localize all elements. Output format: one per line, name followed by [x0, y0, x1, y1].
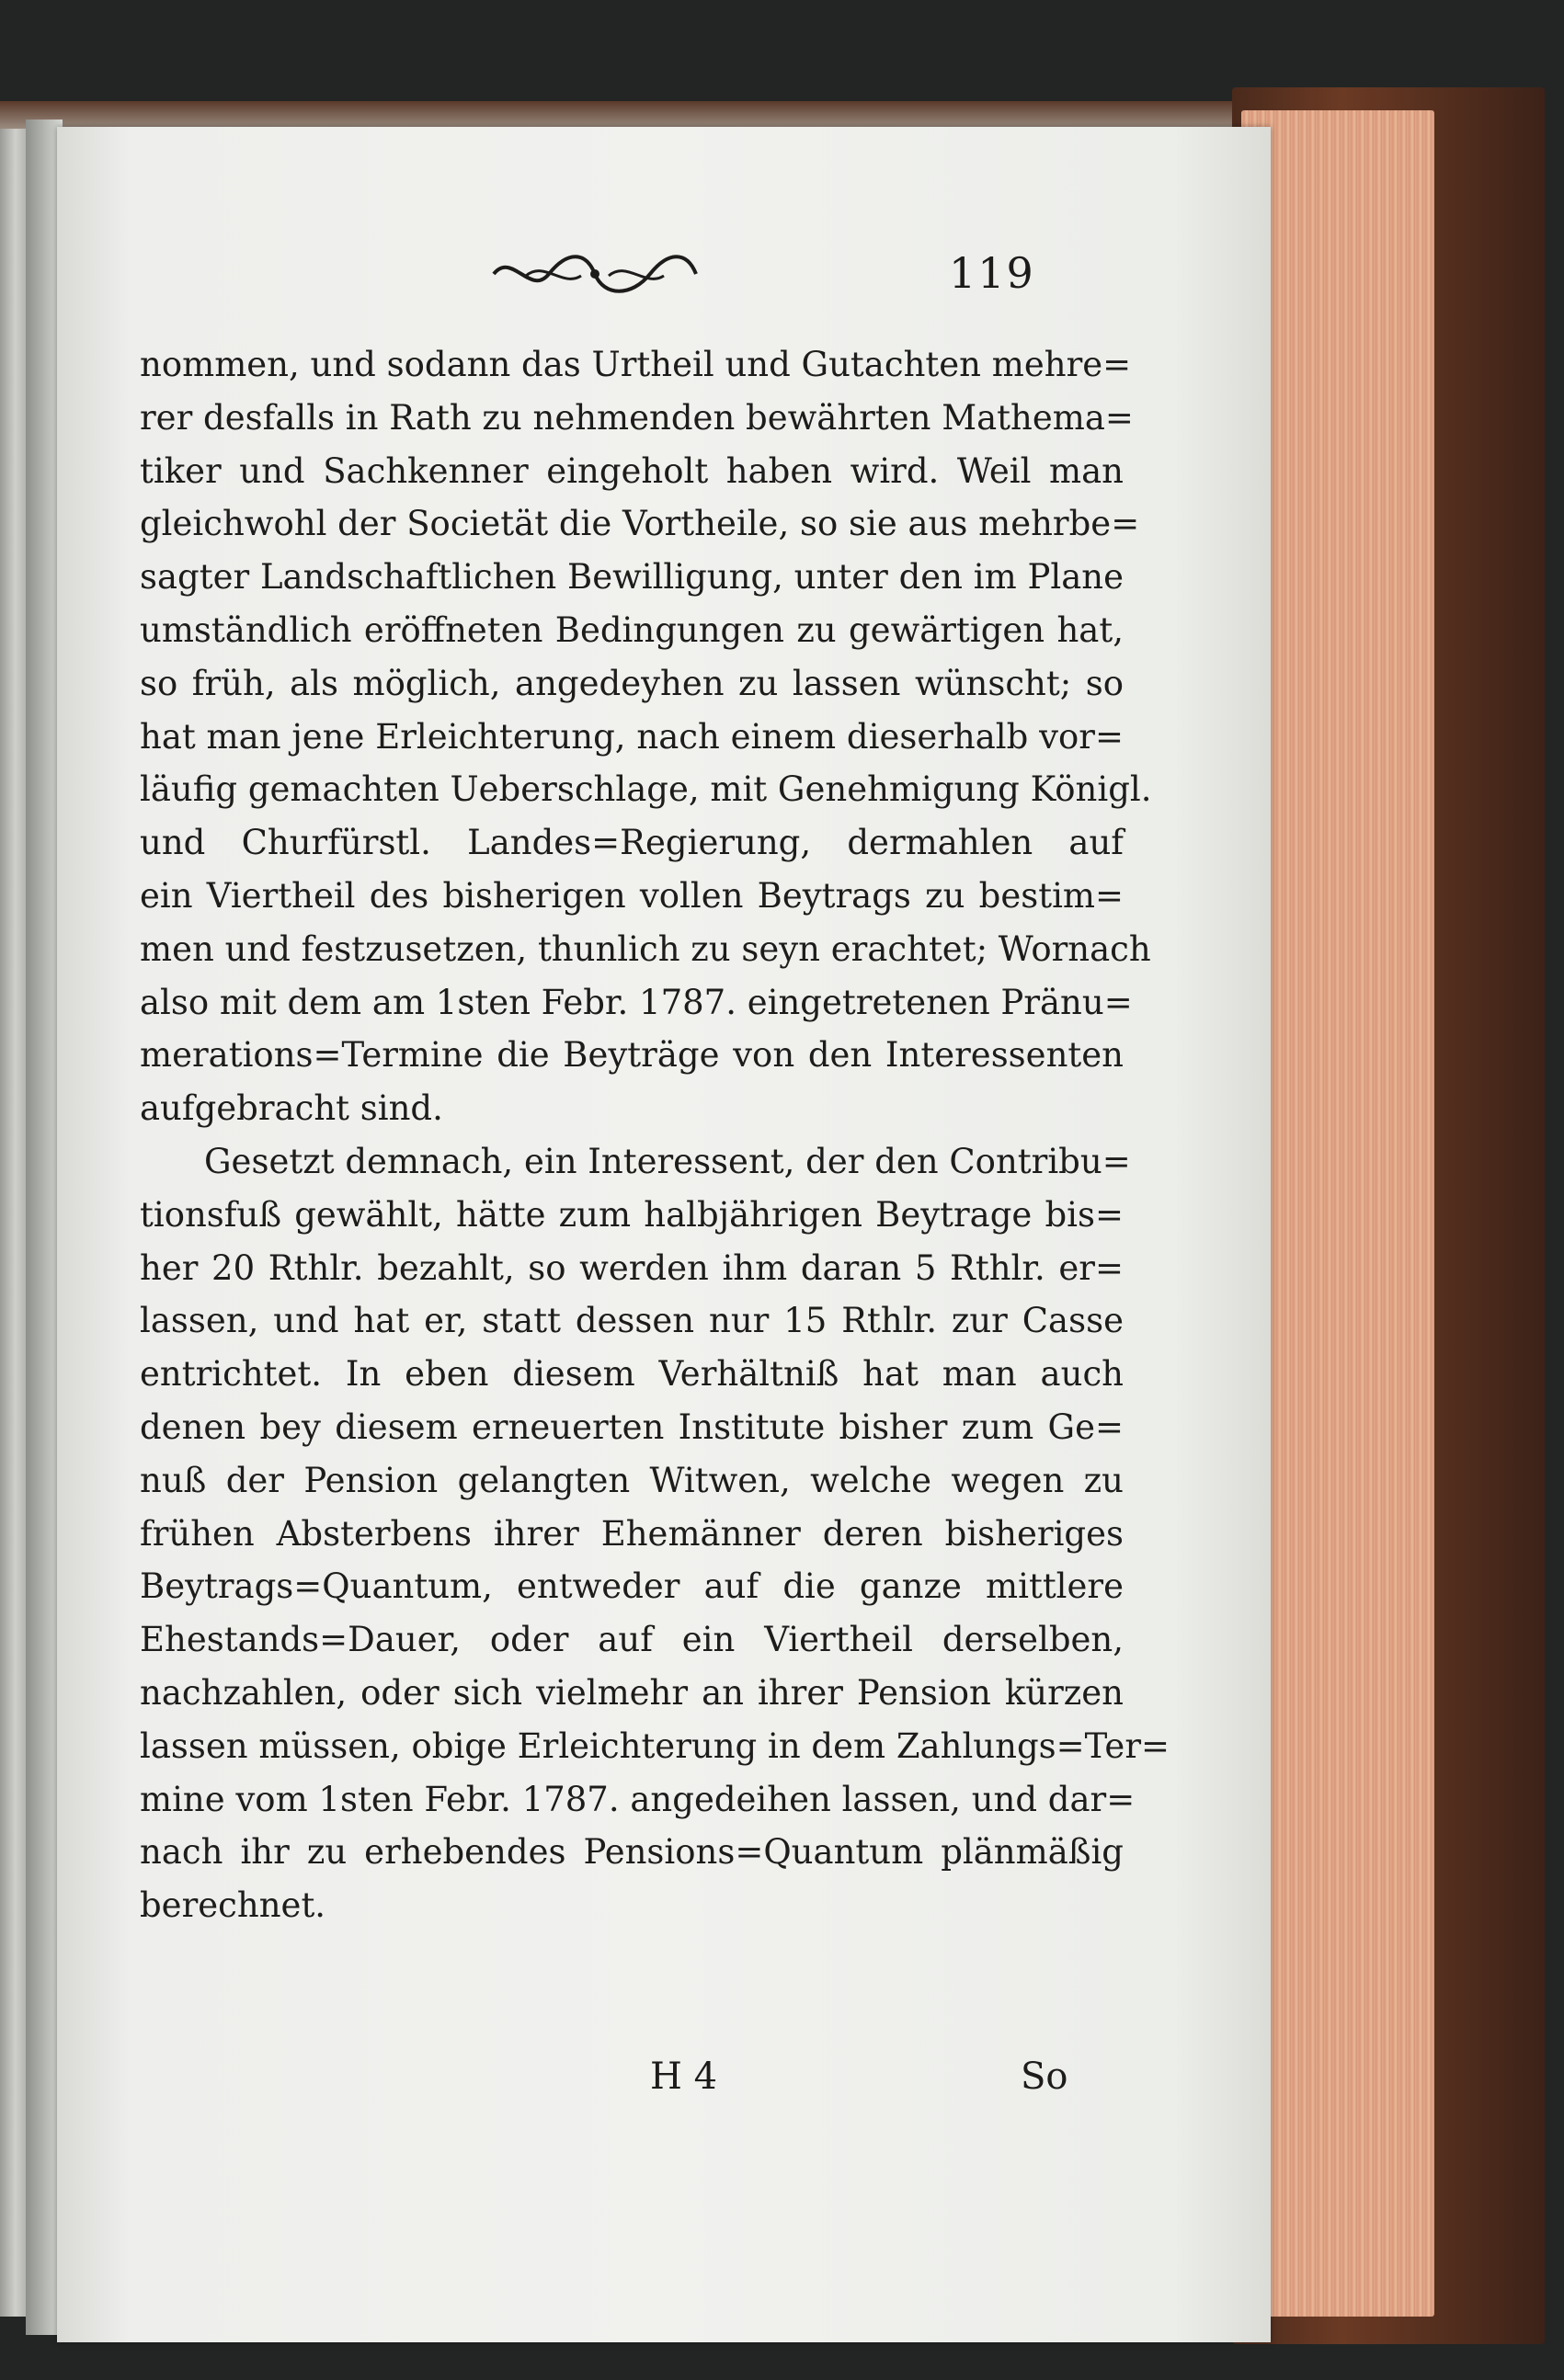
- text-line: umständlich eröffneten Bedingungen zu gewärtigen hat,: [140, 609, 1124, 650]
- text-line: sagter Landschaftlichen Bewilligung, unter den im Plane: [140, 557, 1124, 598]
- text-line: nach ihr zu erhebendes Pensions=Quantum plänmäßig: [140, 1832, 1124, 1873]
- text-line: mine vom 1sten Febr. 1787. angedeihen lassen, und dar=: [140, 1779, 1136, 1819]
- text-line: tionsfuß gewählt, hätte zum halbjährigen Beytrage bis=: [140, 1194, 1124, 1235]
- page-number: 119: [949, 248, 1035, 298]
- text-line: frühen Absterbens ihrer Ehemänner deren bisheriges: [140, 1513, 1124, 1554]
- text-line: nachzahlen, oder sich vielmehr an ihrer Pension kürzen: [140, 1672, 1124, 1713]
- text-line: men und festzusetzen, thunlich zu seyn erachtet; Wornach: [140, 928, 1151, 969]
- text-line: gleichwohl der Societät die Vortheile, so sie aus mehrbe=: [140, 504, 1140, 544]
- text-line: entrichtet. In eben diesem Verhältniß hat man auch: [140, 1354, 1124, 1395]
- text-line: ein Viertheil des bisherigen vollen Beytrags zu bestim=: [140, 875, 1124, 916]
- signature-mark: H 4: [650, 2055, 718, 2098]
- catchword: So: [1021, 2055, 1068, 2098]
- text-line: denen bey diesem erneuerten Institute bisher zum Ge=: [140, 1406, 1124, 1447]
- text-line: nuß der Pension gelangten Witwen, welche wegen zu: [140, 1460, 1124, 1500]
- text-line: Beytrags=Quantum, entweder auf die ganze mittlere: [140, 1566, 1124, 1607]
- text-line: merations=Termine die Beyträge von den Interessenten: [140, 1035, 1124, 1076]
- text-line: hat man jene Erleichterung, nach einem dieserhalb vor=: [140, 716, 1124, 757]
- text-line: rer desfalls in Rath zu nehmenden bewährten Mathema=: [140, 397, 1134, 438]
- text-line: und Churfürstl. Landes=Regierung, dermahlen auf: [140, 823, 1124, 863]
- text-line: berechnet.: [140, 1885, 326, 1926]
- text-line: tiker und Sachkenner eingeholt haben wird. Weil man: [140, 450, 1124, 491]
- text-line: lassen, und hat er, statt dessen nur 15 Rthlr. zur Casse: [140, 1301, 1124, 1341]
- text-line: lassen müssen, obige Erleichterung in dem Zahlungs=Ter=: [140, 1725, 1170, 1766]
- text-line: aufgebracht sind.: [140, 1088, 443, 1129]
- text-line: her 20 Rthlr. bezahlt, so werden ihm daran 5 Rthlr. er=: [140, 1247, 1124, 1288]
- text-line: also mit dem am 1sten Febr. 1787. eingetretenen Pränu=: [140, 982, 1133, 1022]
- text-line: nommen, und sodann das Urtheil und Gutachten mehre=: [140, 345, 1132, 384]
- left-page-edge: [0, 129, 26, 2317]
- text-line: Gesetzt demnach, ein Interessent, der den Contribu=: [204, 1141, 1131, 1181]
- body-text: [140, 338, 1170, 1932]
- text-line: läufig gemachten Ueberschlage, mit Genehmigung Königl.: [140, 769, 1152, 810]
- text-line: Ehestands=Dauer, oder auf ein Viertheil derselben,: [140, 1620, 1124, 1660]
- decorative-flourish-icon: [489, 246, 701, 302]
- page-header: [57, 237, 1271, 320]
- text-line: so früh, als möglich, angedeyhen zu lassen wünscht; so: [140, 663, 1124, 703]
- book-page: [57, 127, 1271, 2342]
- page-footer: [57, 2055, 1271, 2111]
